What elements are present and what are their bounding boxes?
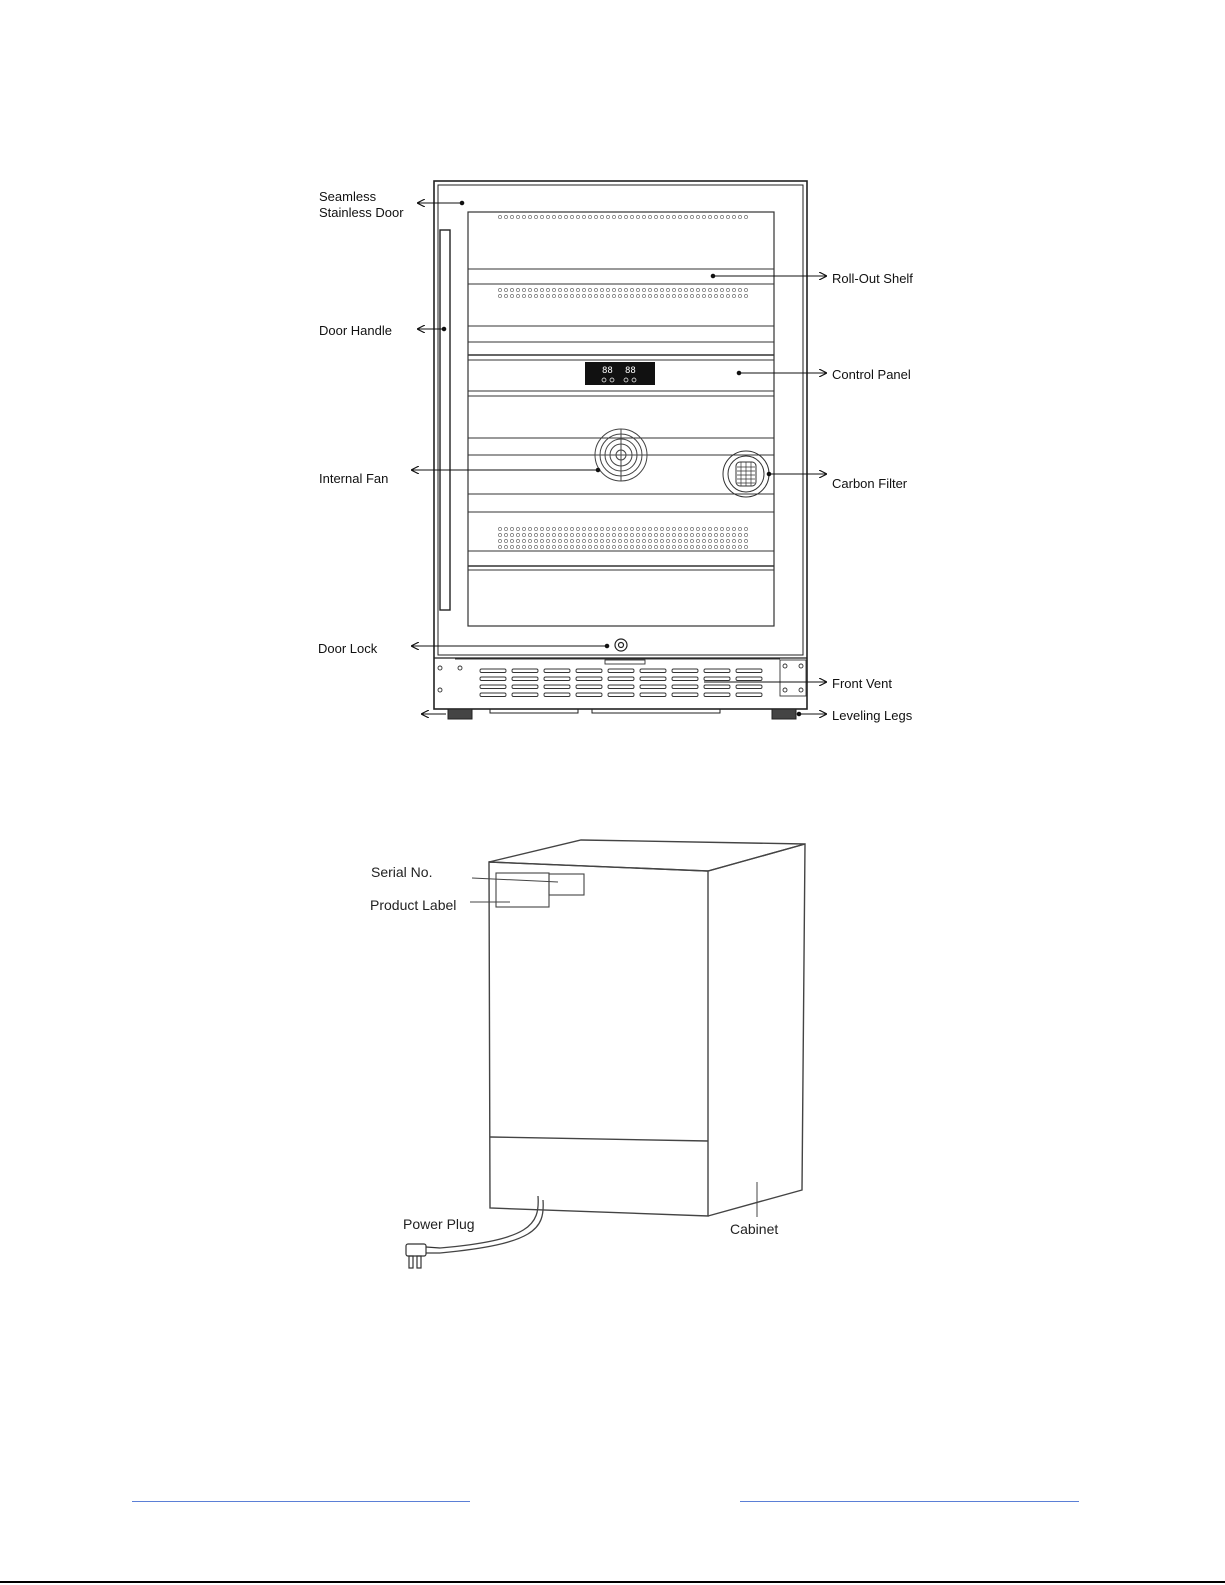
svg-text:88: 88 <box>625 366 636 376</box>
svg-text:88: 88 <box>602 366 613 376</box>
label-cabinet: Cabinet <box>730 1221 779 1237</box>
label-leveling-legs: Leveling Legs <box>832 708 913 723</box>
label-seamless-door-line1: Seamless <box>319 189 377 204</box>
footer-rule-left <box>132 1501 470 1502</box>
label-control-panel: Control Panel <box>832 367 911 382</box>
cabinet-rear-panel <box>489 862 708 1216</box>
serial-label-box <box>549 874 584 895</box>
label-carbon-filter: Carbon Filter <box>832 476 908 491</box>
power-plug <box>406 1244 440 1268</box>
label-seamless-door-line2: Stainless Door <box>319 205 404 220</box>
footer-rule-right <box>740 1501 1079 1502</box>
label-serial-no: Serial No. <box>371 864 433 880</box>
page-bottom-border <box>0 1581 1225 1583</box>
cabinet-side-face <box>708 844 805 1216</box>
label-roll-out-shelf: Roll-Out Shelf <box>832 271 913 286</box>
label-front-vent: Front Vent <box>832 676 892 691</box>
label-door-lock: Door Lock <box>318 641 378 656</box>
label-product-label: Product Label <box>370 897 457 913</box>
label-internal-fan: Internal Fan <box>319 471 389 486</box>
label-power-plug: Power Plug <box>403 1216 475 1232</box>
label-door-handle: Door Handle <box>319 323 392 338</box>
cabinet-top-face <box>489 840 805 871</box>
